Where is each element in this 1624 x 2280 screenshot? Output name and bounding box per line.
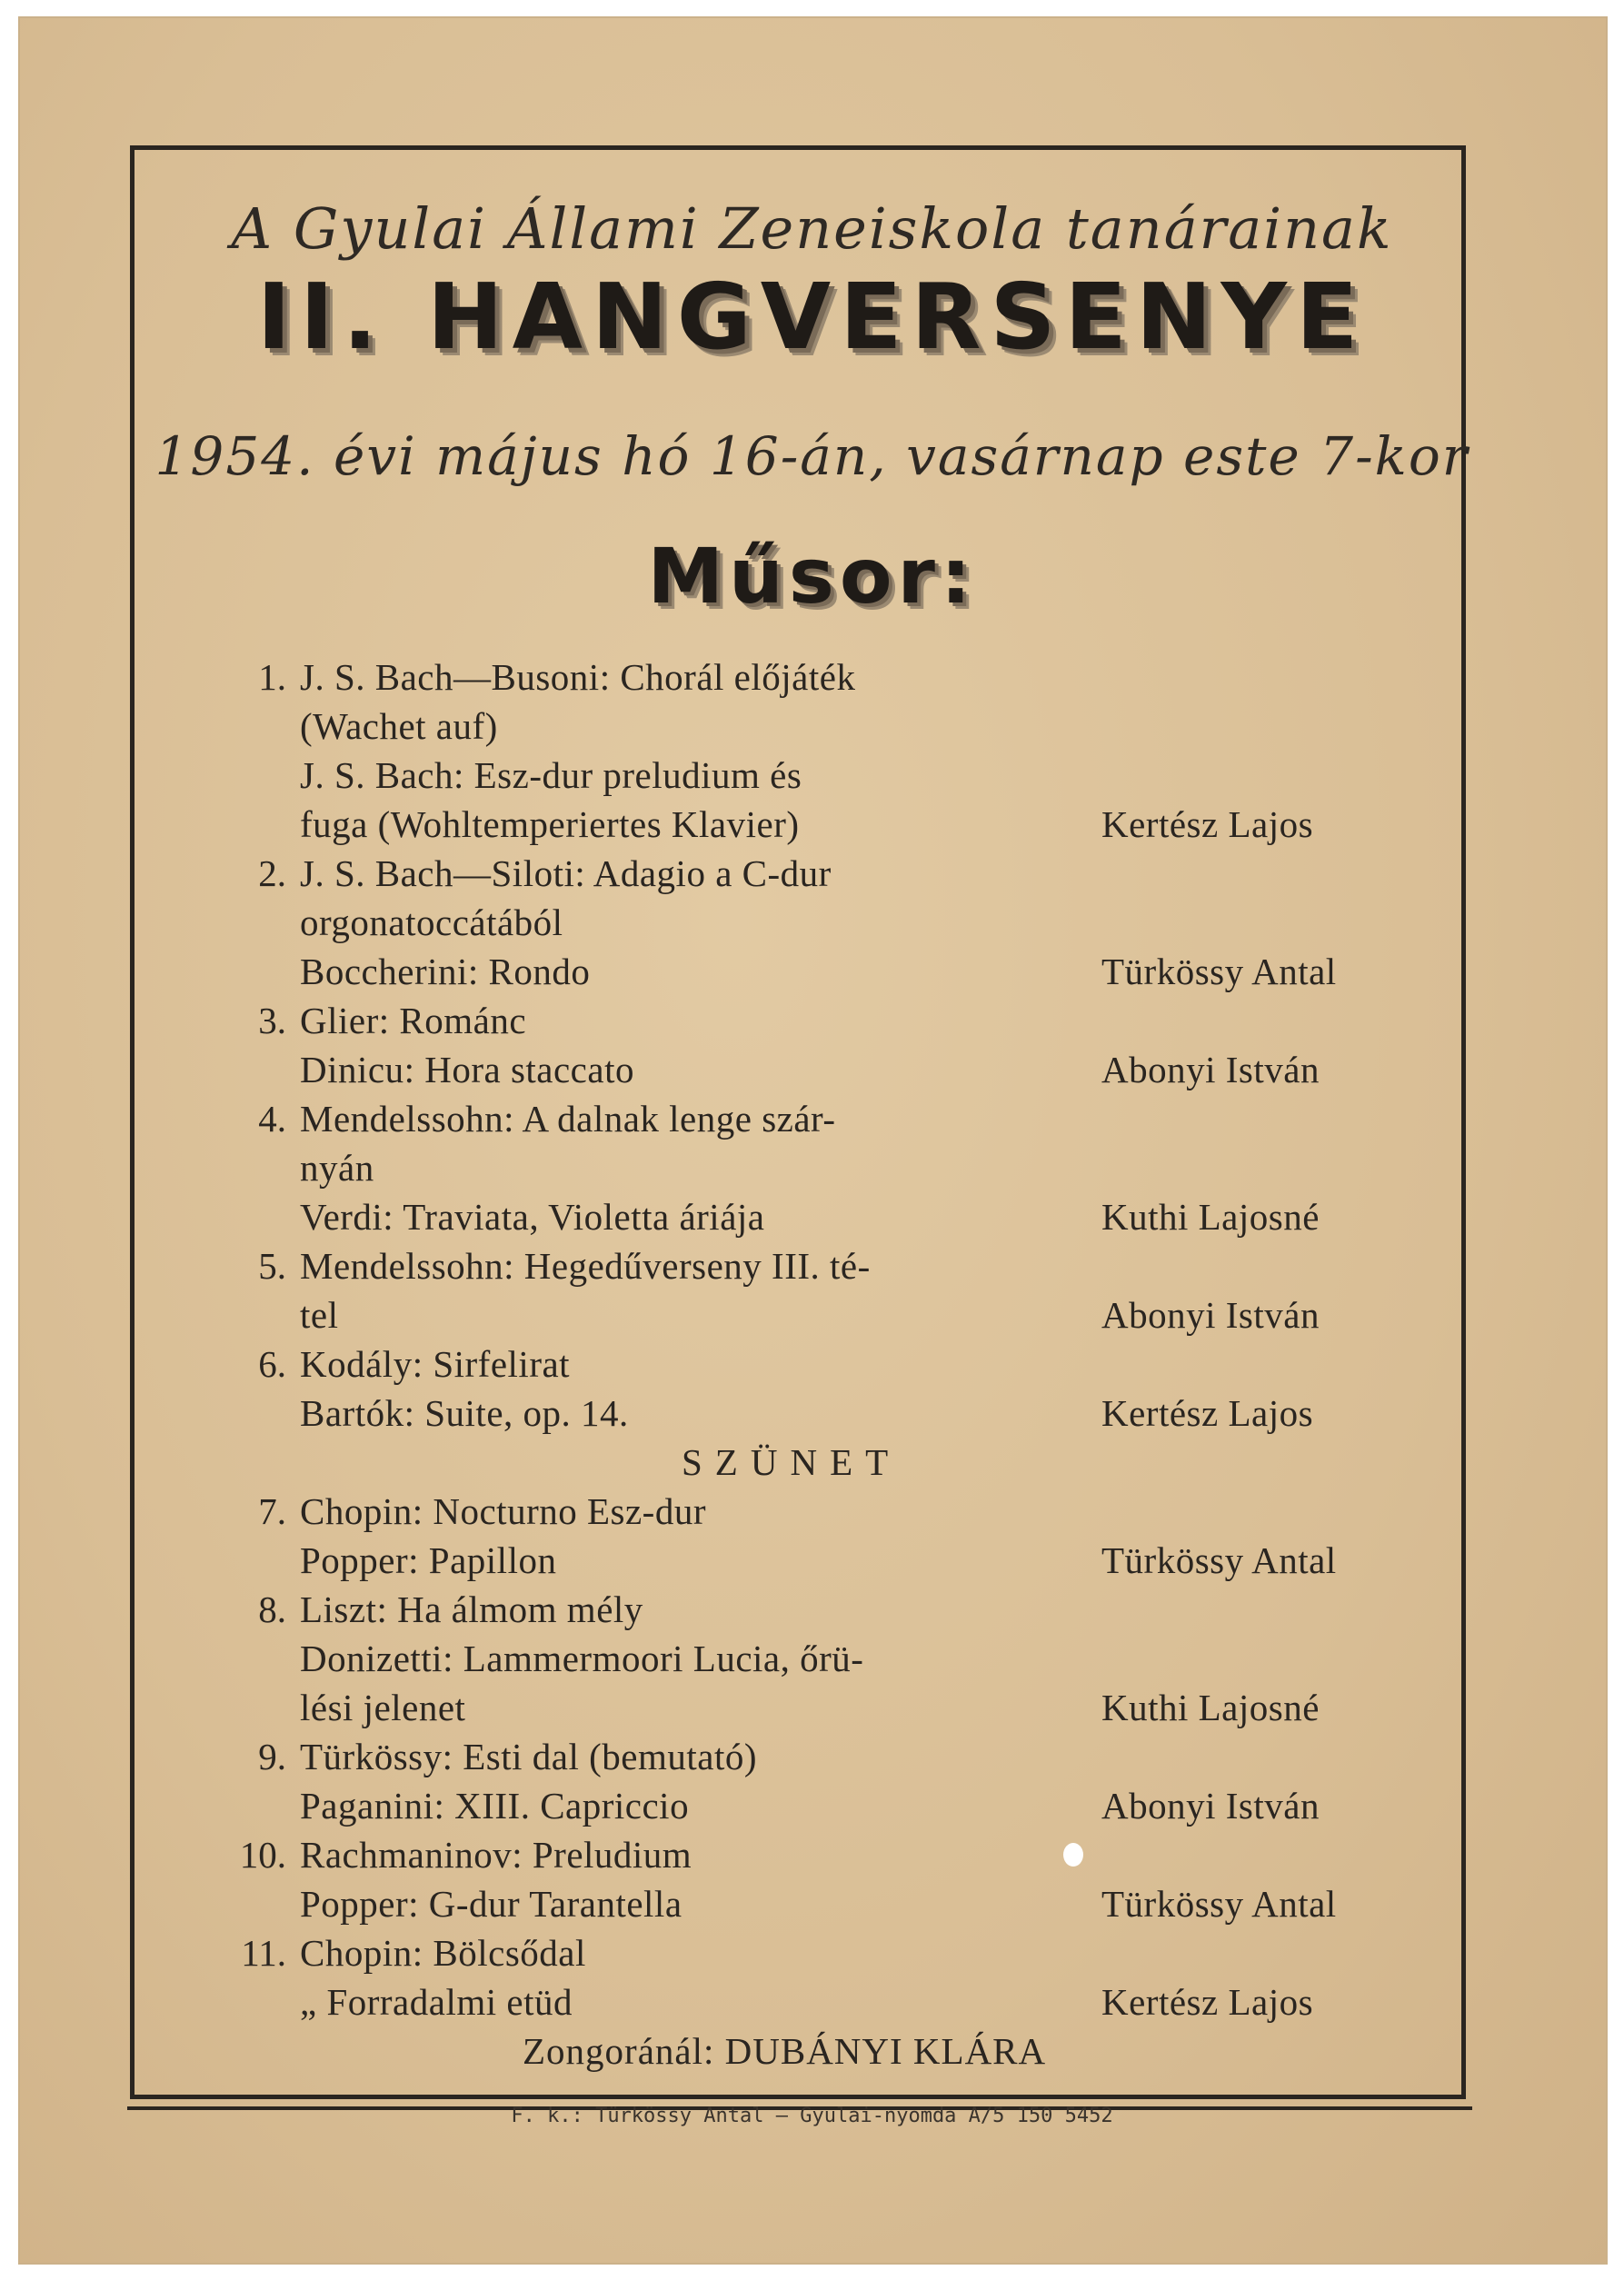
program-row: 4. Mendelssohn: A dalnak lenge szár-	[258, 1098, 836, 1140]
program-row: 7. Chopin: Nocturno Esz-dur	[258, 1490, 706, 1532]
program-row: 11. Chopin: Bölcsődal	[241, 1932, 586, 1974]
program-row: 8. Liszt: Ha álmom mély	[258, 1588, 643, 1630]
program-row: Donizetti: Lammermoori Lucia, őrü-	[300, 1638, 864, 1679]
program-row: Verdi: Traviata, Violetta áriája Kuthi Lajosné	[300, 1196, 1320, 1238]
program-row: tel Abonyi István	[300, 1294, 1320, 1336]
program-row: „ Forradalmi etüd Kertész Lajos	[300, 1981, 1314, 2023]
accompanist-row	[227, 2026, 1409, 2076]
program-row: Paganini: XIII. Capriccio Abonyi István	[300, 1785, 1320, 1827]
program-row: 5. Mendelssohn: Hegedűverseny III. té-	[258, 1245, 871, 1287]
paper-hole	[1063, 1843, 1083, 1867]
program-row: J. S. Bach: Esz-dur preludium és	[300, 754, 802, 796]
program-row: fuga (Wohltemperiertes Klavier) Kertész Lajos	[300, 803, 1314, 845]
program-row: 6. Kodály: Sirfelirat	[258, 1343, 571, 1385]
intermission-row	[227, 1438, 1409, 1487]
printer-imprint: F. k.: Türkössy Antal — Gyulai-nyomda A/5 150 5452	[511, 2105, 1113, 2127]
program-row: nyán	[300, 1147, 374, 1189]
program-row: Boccherini: Rondo Türkössy Antal	[300, 951, 1337, 992]
program-row: lési jelenet Kuthi Lajosné	[300, 1687, 1320, 1728]
program-row: Dinicu: Hora staccato Abonyi István	[300, 1049, 1320, 1090]
program-row: 2. J. S. Bach—Siloti: Adagio a C-dur	[258, 852, 832, 894]
program-row: 9. Türkössy: Esti dal (bemutató)	[258, 1736, 757, 1777]
program-row: orgonatoccátából	[300, 901, 563, 943]
program-row: Popper: Papillon Türkössy Antal	[300, 1539, 1337, 1581]
program-heading: Műsor:	[647, 532, 977, 621]
date-line: 1954. évi május hó 16-án, vasárnap este 7-kor	[154, 425, 1470, 487]
header-line: A Gyulai Állami Zeneiskola tanárainak	[231, 195, 1393, 262]
accompanist-credit: Zongoránál: DUBÁNYI KLÁRA	[523, 2030, 1047, 2072]
program-row: Popper: G-dur Tarantella Türkössy Antal	[300, 1883, 1337, 1925]
program-row: Bartók: Suite, op. 14. Kertész Lajos	[300, 1392, 1314, 1434]
program-row: 1. J. S. Bach—Busoni: Chorál előjáték	[258, 656, 856, 698]
concert-title: II. HANGVERSENYE	[256, 264, 1368, 370]
program-list	[227, 652, 1409, 2076]
program-row: 10. Rachmaninov: Preludium	[239, 1834, 692, 1876]
program-row: 3. Glier: Románc	[258, 1000, 527, 1041]
intermission-label: SZÜNET	[682, 1441, 902, 1483]
program-row: (Wachet auf)	[300, 705, 498, 747]
